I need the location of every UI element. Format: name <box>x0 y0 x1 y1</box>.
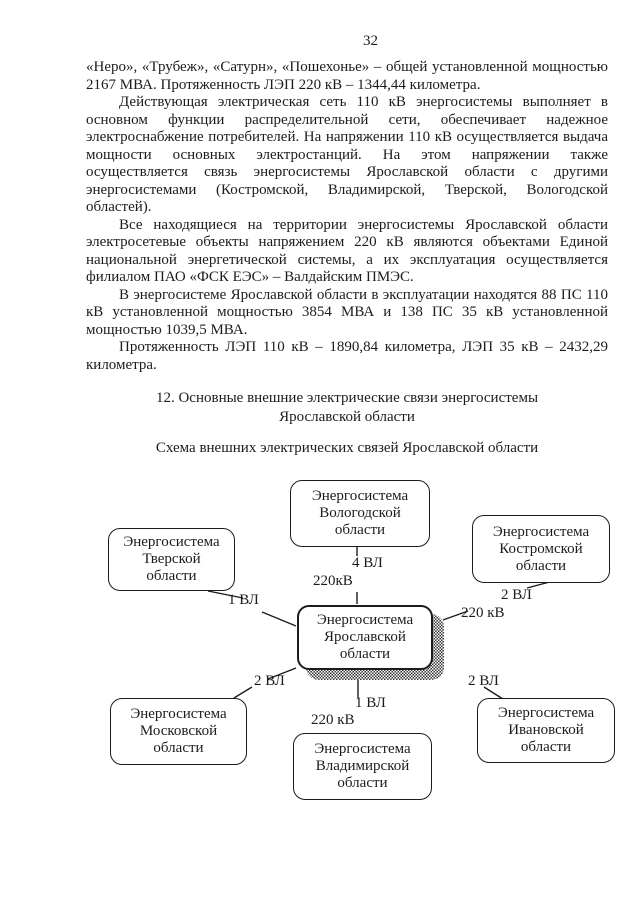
node-label-line: Энергосистема <box>314 741 411 757</box>
node-label-line: области <box>515 557 567 574</box>
page-number: 32 <box>363 33 378 49</box>
paragraph: В энергосистеме Ярославской области в эксплуатации находятся 88 ПС 110 кВ установленной мощностью 3854 МВА и 138 ПС 35 кВ установленной мощностью 1039,5 МВА. <box>86 286 608 338</box>
node-label-line: области <box>339 646 391 662</box>
node-yaroslavl-energy-system <box>297 605 433 670</box>
node-label-line: Энергосистема <box>316 612 414 628</box>
paragraph: Действующая электрическая сеть 110 кВ энергосистемы выполняет в основном функции распределительной сети, обеспечивает надежное электроснабжение потребителей. На напряжении 110 кВ осуществляется выдача мощности основных электростанций. На этом напряжении также осуществляется связь энергосистемы Ярославской области с другими энергосистемами (Костромской, Владимирской, Тверской, Вологодской областей). <box>86 94 608 215</box>
edge-label-moscow-lines: 2 ВЛ <box>254 673 285 689</box>
edge-label-vladimir-voltage: 220 кВ <box>311 712 355 728</box>
node-vologda-energy-system <box>290 480 430 547</box>
edge-label-kostroma-voltage: 220 кВ <box>461 605 505 621</box>
node-label-line: Энергосистема <box>497 705 595 721</box>
node-label-line: Костромской <box>499 540 583 557</box>
section-heading-line2: Ярославской области <box>279 408 415 425</box>
node-label-line: Тверской <box>142 551 201 567</box>
node-label-line: Владимирской <box>315 758 410 774</box>
paragraph: «Неро», «Трубеж», «Сатурн», «Пошехонье» – общей установленной мощностью 2167 МВА. Протяженность ЛЭП 220 кВ – 1344,44 километра. <box>86 59 608 93</box>
paragraph: Все находящиеся на территории энергосистемы Ярославской области электросетевые объекты напряжением 220 кВ являются объектами Единой национальной энергетической системы, а их эксплуатация осуществляется филиалом ПАО «ФСК ЕЭС» – Валдайским ПМЭС. <box>86 216 608 285</box>
node-label-line: области <box>334 522 386 538</box>
node-label-line: области <box>520 739 572 755</box>
node-label-line: Ярославской <box>324 629 406 645</box>
node-label-line: Энергосистема <box>492 523 590 540</box>
edge-label-vologda-lines: 4 ВЛ <box>352 555 383 571</box>
edge-label-vladimir-lines: 1 ВЛ <box>355 695 386 711</box>
body-text <box>86 59 608 374</box>
node-kostroma-energy-system <box>472 515 610 583</box>
node-label-line: области <box>337 775 388 791</box>
paragraph: Протяженность ЛЭП 110 кВ – 1890,84 километра, ЛЭП 35 кВ – 2432,29 километра. <box>86 339 608 373</box>
node-tver-energy-system <box>108 528 235 591</box>
node-label-line: Энергосистема <box>311 488 409 504</box>
node-label-line: области <box>153 740 204 756</box>
node-moscow-energy-system <box>110 698 247 765</box>
external-connections-diagram <box>0 470 640 830</box>
node-label-line: Вологодской <box>319 505 401 521</box>
section-heading <box>86 389 608 426</box>
node-vladimir-energy-system <box>293 733 432 800</box>
edge-label-kostroma-lines: 2 ВЛ <box>501 587 532 603</box>
diagram-caption: Схема внешних электрических связей Ярославской области <box>155 440 539 456</box>
node-label-line: Энергосистема <box>130 706 227 722</box>
node-label-line: области <box>146 568 197 584</box>
edge-label-tver-lines: 1 ВЛ <box>228 592 259 608</box>
edge-label-ivanovo-lines: 2 ВЛ <box>468 673 499 689</box>
node-label-line: Ивановской <box>508 722 584 738</box>
node-label-line: Энергосистема <box>123 534 220 550</box>
node-label-line: Московской <box>139 723 218 739</box>
node-ivanovo-energy-system <box>477 698 615 763</box>
edge-label-vologda-voltage: 220кВ <box>313 573 353 589</box>
section-heading-line1: 12. Основные внешние электрические связи энергосистемы <box>155 390 539 406</box>
